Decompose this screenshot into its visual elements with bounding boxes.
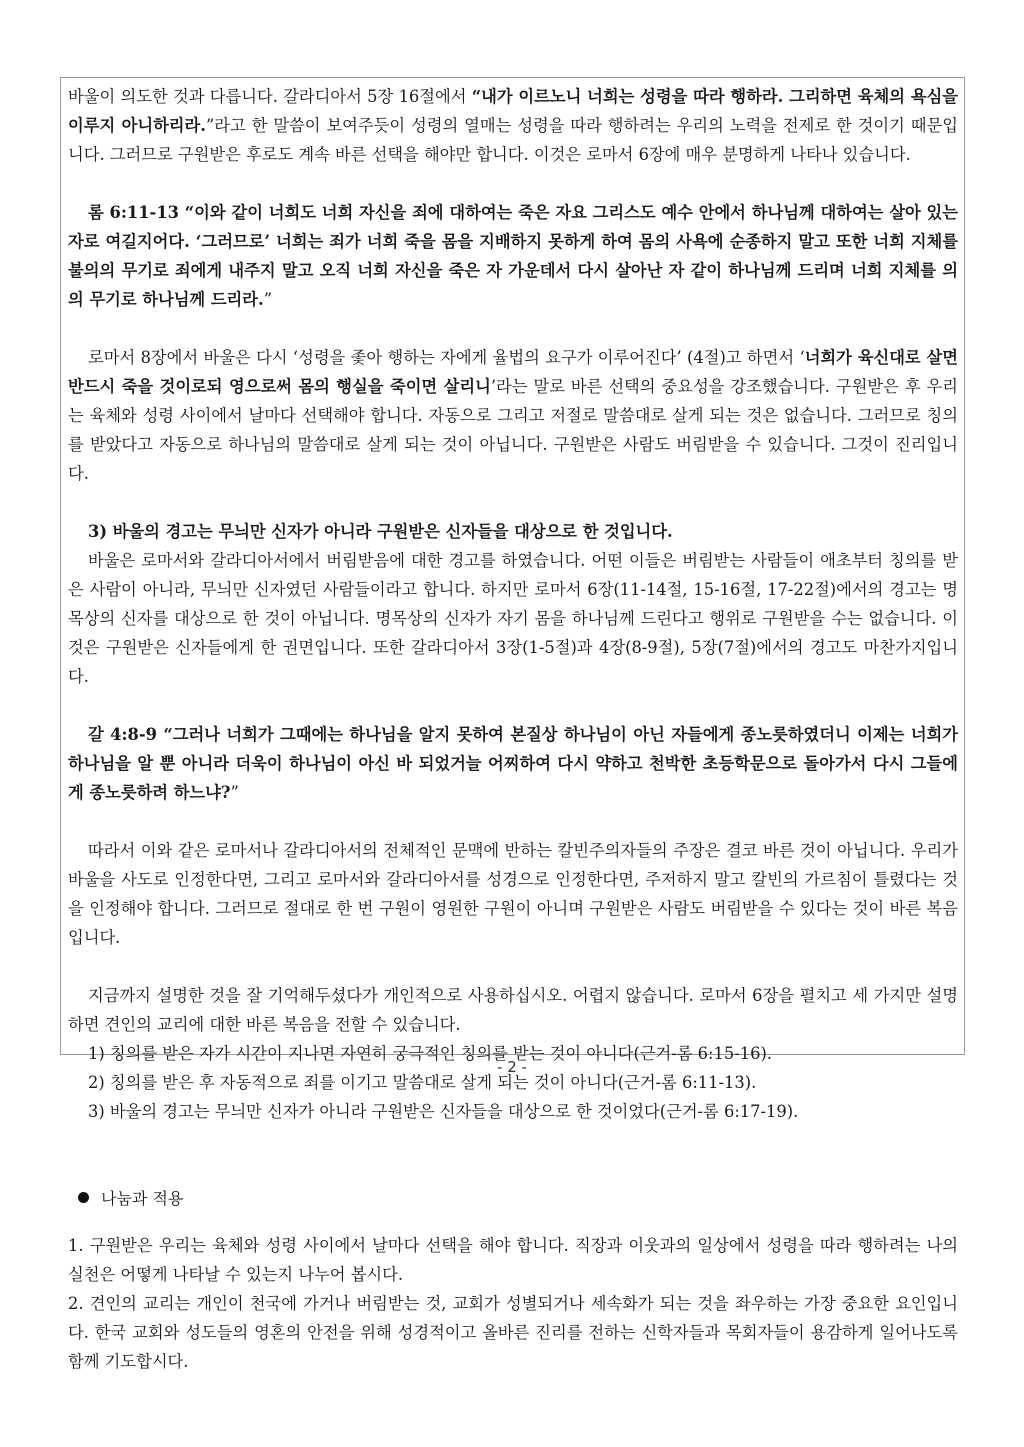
page-number: - 2 - [497,1058,527,1076]
summary-item-3: 3) 바울의 경고는 무늬만 신자가 아니라 구원받은 신자들을 대상으로 한 것이었다(근거-롬 6:17-19). [88,1102,799,1121]
summary-item-2: 2) 칭의를 받은 후 자동적으로 죄를 이기고 말씀대로 살게 되는 것이 아니다(근거-롬 6:11-13). [88,1073,757,1092]
paragraph-conclusion: 따라서 이와 같은 로마서나 갈라디아서의 전체적인 문맥에 반하는 칼빈주의자들의 주장은 결코 바른 것이 아닙니다. 우리가 바울을 사도로 인정한다면, 그리고 로마서와 갈라디아서를 성경으로 인정한다면, 주저하지 말고 칼빈의 가르침이 틀렸다는 것을 인정해야 합니다. 그러므로 절대로 한 번 구원이 영원한 구원이 아니며 구원받은 사람도 버림받을 수 있다는 것이 바른 복음입니다. [68,841,958,947]
paragraph-romans-8: 로마서 8장에서 바울은 다시 ‘성령을 좇아 행하는 자에게 율법의 요구가 이루어진다’ (4절)고 하면서 ‘너희가 육신대로 살면 반드시 죽을 것이로되 영으로써 몸의 행실을 죽이면 살리니’라는 말로 바른 선택의 중요성을 강조했습니다. 구원받은 후 우리는 육체와 성령 사이에서 날마다 선택해야 합니다. 자동으로 그리고 저절로 말씀대로 살게 되는 것은 없습니다. 그러므로 칭의를 받았다고 자동으로 하나님의 말씀대로 살게 되는 것이 아닙니다. 구원받은 사람도 버림받을 수 있습니다. 그것이 진리입니다. [68,348,959,483]
share-question-1: 1. 구원받은 우리는 육체와 성령 사이에서 날마다 선택을 해야 합니다. 직장과 이웃과의 일상에서 성령을 따라 행하려는 나의 실천은 어떻게 나타날 수 있는지 나누어 봅시다. [68,1236,958,1284]
galatians-quote: “내가 이르노니 너희는 성령을 따라 행하라. 그리하면 육체의 욕심을 이루지 아니하리라. [68,87,959,135]
page-content [68,82,958,1376]
paragraph-summary-intro: 지금까지 설명한 것을 잘 기억해두셨다가 개인적으로 사용하십시오. 어렵지 않습니다. 로마서 6장을 펼치고 세 가지만 설명하면 견인의 교리에 대한 바른 복음을 전할 수 있습니다. [68,986,958,1034]
galatians-4-quote: 갈 4:8-9 “그러나 너희가 그때에는 하나님을 알지 못하여 본질상 하나님이 아닌 자들에게 종노릇하였더니 이제는 너희가 하나님을 알 뿐 아니라 더욱이 하나님이 아신 바 되었거늘 어찌하여 다시 약하고 천박한 초등학문으로 돌아가서 다시 그들에게 종노릇하려 하느냐?” [68,725,958,802]
summary-item-1: 1) 칭의를 받은 자가 시간이 지나면 자연히 궁극적인 칭의를 받는 것이 아니다(근거-롬 6:15-16). [88,1044,772,1063]
share-heading: 나눔과 적용 [78,1184,958,1213]
romans-6-quote: 롬 6:11-13 “이와 같이 너희도 너희 자신을 죄에 대하여는 죽은 자요 그리스도 예수 안에서 하나님께 대하여는 살아 있는 자로 여길지어다. ‘그러므로’ 너희는 죄가 너희 죽을 몸을 지배하지 못하게 하여 몸의 사욕에 순종하지 말고 또한 너희 지체를 불의의 무기로 죄에게 내주지 말고 오직 너희 자신을 죽은 자 가운데서 다시 살아난 자 같이 하나님께 드리며 너희 지체를 의의 무기로 하나님께 드리라.” [68,203,958,309]
paragraph-warning: 바울은 로마서와 갈라디아서에서 버림받음에 대한 경고를 하였습니다. 어떤 이들은 버림받는 사람들이 애초부터 칭의를 받은 사람이 아니라, 무늬만 신자였던 사람들이라고 합니다. 하지만 로마서 6장(11-14절, 15-16절, 17-22절)에서의 경고는 명목상의 신자를 대상으로 한 것이 아닙니다. 명목상의 신자가 자기 몸을 하나님께 드린다고 행위로 구원받을 수는 없습니다. 이것은 구원받은 신자들에게 한 권면입니다. 또한 갈라디아서 3장(1-5절)과 4장(8-9절), 5장(7절)에서의 경고도 마찬가지입니다. [68,551,958,686]
section-heading-3: 3) 바울의 경고는 무늬만 신자가 아니라 구원받은 신자들을 대상으로 한 것입니다. [88,522,673,541]
share-question-2: 2. 견인의 교리는 개인이 천국에 가거나 버림받는 것, 교회가 성별되거나 세속화가 되는 것을 좌우하는 가장 중요한 요인입니다. 한국 교회와 성도들의 영혼의 안전을 위해 성경적이고 올바른 진리를 전하는 신학자들과 목회자들이 용감하게 일어나도록 함께 기도합시다. [68,1294,958,1371]
bullet-icon [78,1192,89,1203]
paragraph-intro: 바울이 의도한 것과 다릅니다. 갈라디아서 5장 16절에서 “내가 이르노니 너희는 성령을 따라 행하라. 그리하면 육체의 욕심을 이루지 아니하리라.”라고 한 말씀이 보여주듯이 성령의 열매는 성령을 따라 행하려는 우리의 노력을 전제로 한 것이기 때문입니다. 그러므로 구원받은 후로도 계속 바른 선택을 해야만 합니다. 이것은 로마서 6장에 매우 분명하게 나타나 있습니다. [68,87,959,164]
romans-8-quote: 너희가 육신대로 살면 반드시 죽을 것이로되 영으로써 몸의 행실을 죽이면 살리니 [68,348,959,396]
